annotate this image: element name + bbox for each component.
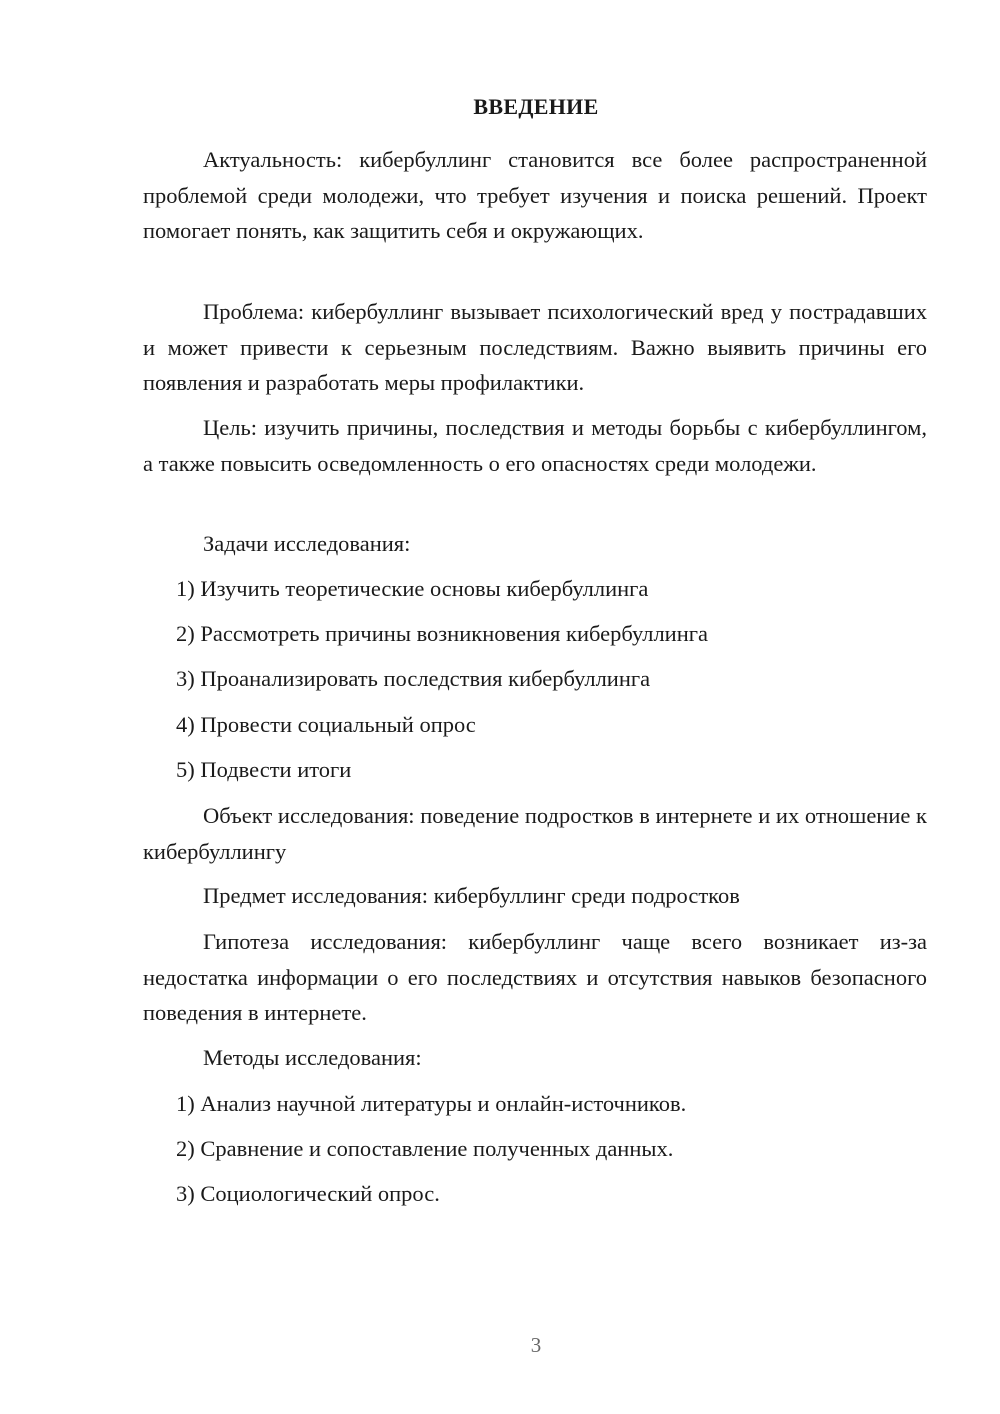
paragraph-hypothesis: Гипотеза исследования: кибербуллинг чаще всего возникает из-за недостатка информации о его последствиях и отсутствия навыков безопасного поведения в интернете.	[143, 929, 927, 1025]
method-item-1: 1) Анализ научной литературы и онлайн-источников.	[176, 1091, 687, 1116]
section-heading: ВВЕДЕНИЕ	[473, 94, 599, 119]
paragraph-goal: Цель: изучить причины, последствия и методы борьбы с кибербуллингом, а также повысить осведомленность о его опасностях среди молодежи.	[143, 415, 927, 476]
method-item-2: 2) Сравнение и сопоставление полученных данных.	[176, 1136, 674, 1161]
methods-title: Методы исследования:	[203, 1045, 422, 1070]
task-item-1: 1) Изучить теоретические основы кибербуллинга	[176, 576, 649, 601]
paragraph-problem: Проблема: кибербуллинг вызывает психологический вред у пострадавших и может привести к серьезным последствиям. Важно выявить причины его появления и разработать меры профилактики.	[143, 299, 927, 395]
task-item-2: 2) Рассмотреть причины возникновения кибербуллинга	[176, 621, 708, 646]
paragraph-object: Объект исследования: поведение подростков в интернете и их отношение к кибербуллингу	[143, 803, 927, 864]
page-number: 3	[530, 1333, 542, 1357]
task-item-5: 5) Подвести итоги	[176, 757, 352, 782]
paragraph-subject: Предмет исследования: кибербуллинг среди подростков	[203, 883, 740, 908]
task-item-4: 4) Провести социальный опрос	[176, 712, 476, 737]
paragraph-relevance: Актуальность: кибербуллинг становится все более распространенной проблемой среди молодежи, что требует изучения и поиска решений. Проект помогает понять, как защитить себя и окружающих.	[143, 147, 927, 243]
task-item-3: 3) Проанализировать последствия кибербуллинга	[176, 666, 651, 691]
tasks-title: Задачи исследования:	[203, 531, 411, 556]
method-item-3: 3) Социологический опрос.	[176, 1181, 440, 1206]
